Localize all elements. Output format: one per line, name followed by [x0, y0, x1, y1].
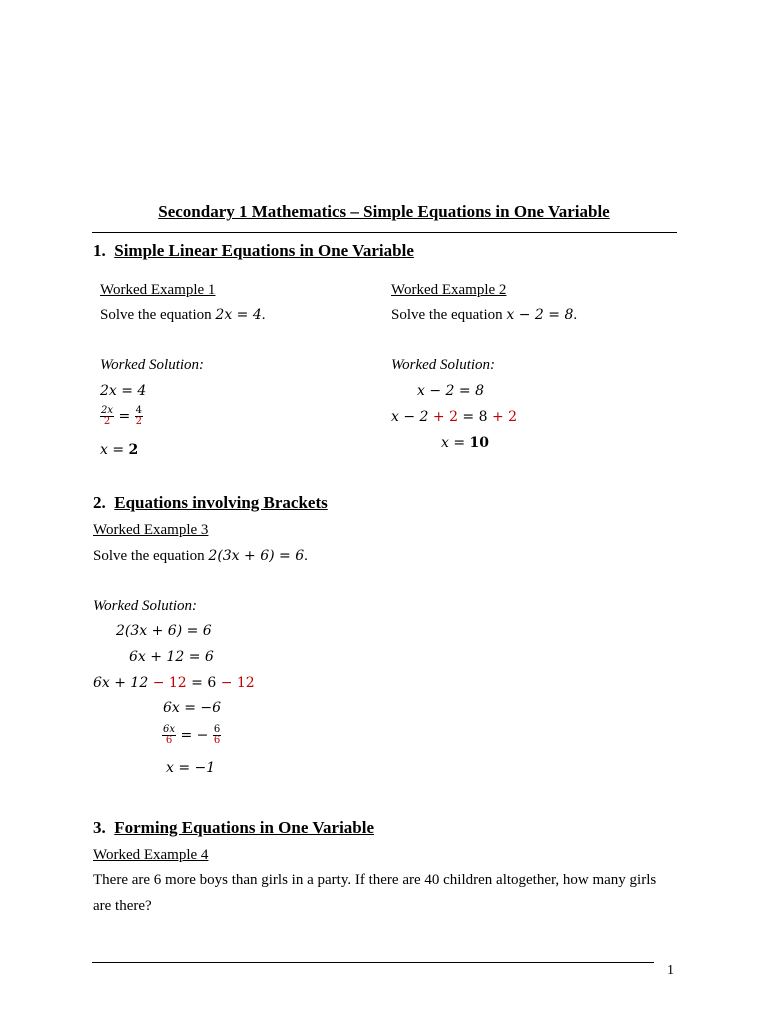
example-1-step-1: 2x = 4 — [100, 383, 147, 399]
footer-divider — [92, 962, 654, 963]
section-3-title: Forming Equations in One Variable — [114, 818, 375, 837]
step-text: = 6 — [186, 675, 221, 691]
answer-value: 2 — [128, 442, 139, 458]
example-2-equation: x − 2 = 8 — [506, 307, 574, 323]
example-1-step-2: $\frac{2x}{2}$ = $\frac{4}{2}$ — [101, 405, 143, 427]
fraction-numerator: 6x — [163, 724, 176, 735]
example-2-step-1: x − 2 = 8 — [417, 383, 484, 399]
example-3-lhs-fraction — [162, 725, 176, 746]
example-1-equation: 2x = 4 — [215, 307, 262, 323]
example-3-label: Worked Example 3 — [93, 522, 209, 538]
example-1-prompt: Solve the equation 2x = 4. — [100, 307, 266, 323]
example-1-prompt-text: Solve the equation — [100, 307, 212, 323]
step-red-term: − 12 — [152, 675, 187, 691]
answer-value: 10 — [469, 435, 490, 451]
fraction-denominator: 2 — [103, 416, 111, 427]
fraction-numerator: 4 — [135, 405, 143, 416]
example-2-prompt: Solve the equation x − 2 = 8. — [391, 307, 578, 323]
example-4-question-line-2: are there? — [93, 898, 152, 914]
example-3-prompt: Solve the equation 2(3x + 6) = 6. — [93, 548, 308, 564]
step-text: x − 2 — [391, 409, 433, 425]
section-1-title: Simple Linear Equations in One Variable — [114, 241, 414, 260]
step-text: = − — [176, 727, 213, 744]
example-4-question-line-1: There are 6 more boys than girls in a party. If there are 40 children altogether, how many girls — [93, 872, 657, 888]
example-3-step-4: 6x = −6 — [163, 700, 222, 716]
step-red-term: + 2 — [432, 409, 458, 425]
example-3-step-5 — [162, 725, 221, 746]
example-3-equation: 2(3x + 6) = 6 — [208, 548, 305, 564]
section-3-number: 3. — [93, 818, 106, 837]
step-text: = 8 — [457, 409, 492, 425]
step-red-term: − 12 — [220, 675, 255, 691]
example-3-prompt-text: Solve the equation — [93, 548, 205, 564]
title-divider — [92, 232, 677, 233]
fraction-numerator: 2x — [101, 405, 114, 416]
example-1-label: Worked Example 1 — [100, 282, 216, 298]
example-2-step-2 — [391, 409, 517, 425]
fraction-denominator: 2 — [135, 416, 143, 427]
step-text: 6x + 12 — [93, 675, 153, 691]
example-1-solution-label: Worked Solution: — [100, 357, 205, 373]
section-1-heading — [93, 241, 414, 261]
example-4-label: Worked Example 4 — [93, 847, 209, 863]
example-1-rhs-fraction — [135, 406, 143, 427]
example-3-rhs-fraction — [213, 725, 221, 746]
page-title: Secondary 1 Mathematics – Simple Equations in One Variable — [158, 202, 610, 221]
example-3-solution-label: Worked Solution: — [93, 598, 198, 614]
section-3-heading — [93, 818, 374, 838]
section-2-title: Equations involving Brackets — [114, 493, 328, 512]
answer-variable: x = — [100, 442, 129, 458]
fraction-denominator: 6 — [165, 735, 173, 746]
example-1-answer — [100, 442, 138, 458]
step-red-term: + 2 — [491, 409, 518, 425]
example-2-solution-label: Worked Solution: — [391, 357, 496, 373]
fraction-numerator: 6 — [213, 724, 221, 735]
example-2-answer — [441, 435, 489, 451]
example-3-answer: x = −1 — [166, 760, 216, 776]
section-2-heading — [93, 493, 328, 513]
example-2-prompt-text: Solve the equation — [391, 307, 503, 323]
page-number: 1 — [667, 963, 674, 978]
example-3-step-1: 2(3x + 6) = 6 — [116, 623, 212, 639]
section-2-number: 2. — [93, 493, 106, 512]
example-3-step-2: 6x + 12 = 6 — [129, 649, 214, 665]
section-1-number: 1. — [93, 241, 106, 260]
fraction-denominator: 6 — [213, 735, 221, 746]
answer-variable: x = — [441, 435, 470, 451]
example-3-step-3 — [93, 675, 255, 691]
example-2-label: Worked Example 2 — [391, 282, 507, 298]
example-1-lhs-fraction — [100, 406, 114, 427]
